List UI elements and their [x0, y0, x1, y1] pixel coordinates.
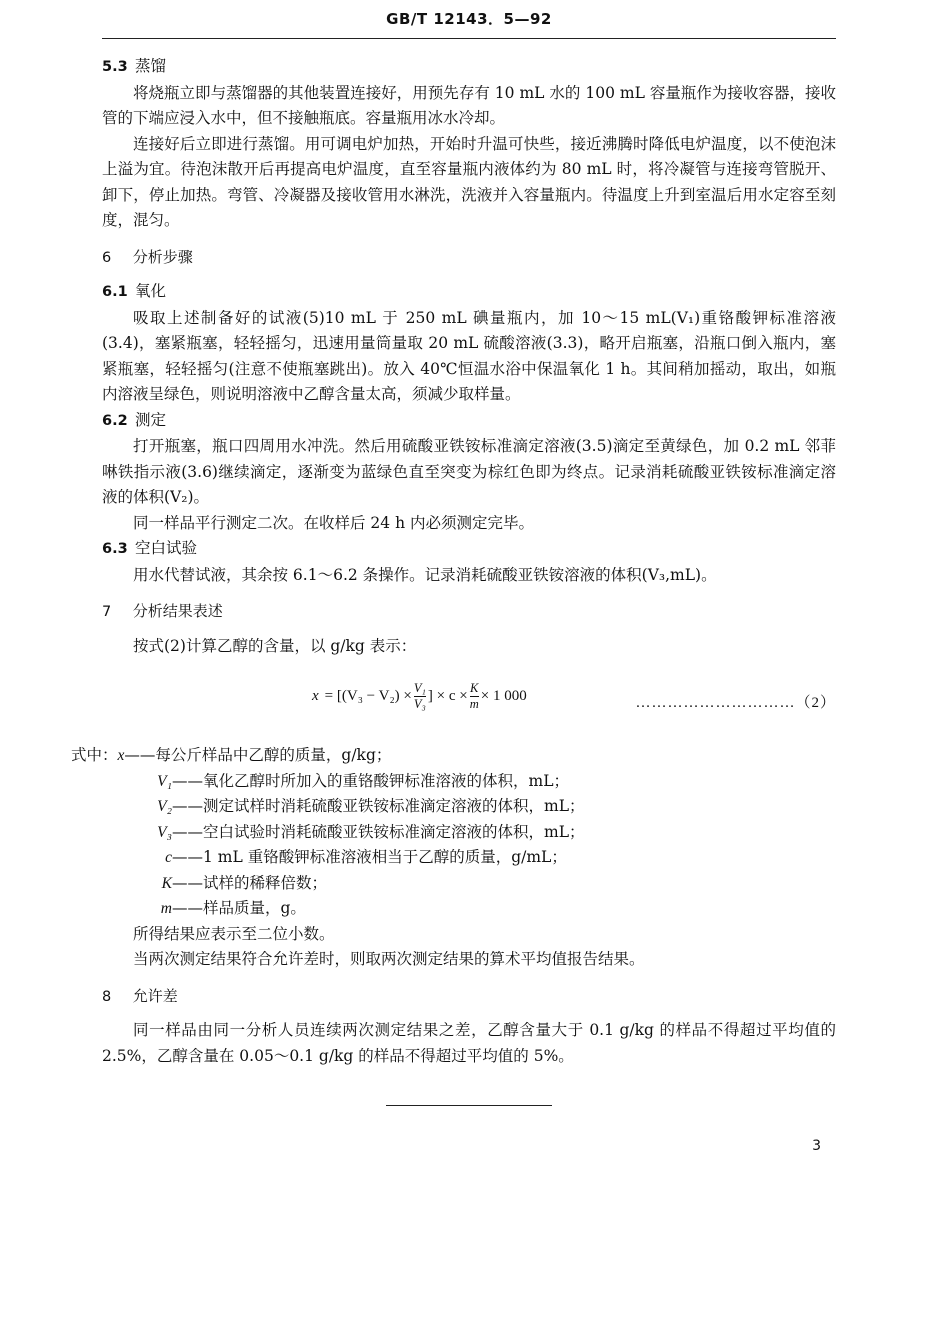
variable-symbol: V₂: [157, 798, 172, 815]
paragraph: 同一样品平行测定二次。在收样后 24 h 内必须测定完毕。: [133, 513, 534, 532]
section-number: 6.2: [102, 412, 128, 429]
variable-symbol: K: [161, 874, 172, 892]
formula-part: × 1 000: [480, 687, 527, 704]
variable-row: [102, 896, 836, 922]
variable-symbol: V₁: [157, 772, 172, 790]
variable-symbol: x: [117, 747, 125, 764]
paragraph: 将烧瓶立即与蒸馏器的其他装置连接好，用预先存有 10 mL 水的 100 mL 容量瓶作为接收容器，接收管的下端应浸入水中，但不接触瓶底。容量瓶用冰水冷却。: [102, 83, 836, 127]
paragraph: 连接好后立即进行蒸馏。用可调电炉加热，开始时升温可快些，接近沸腾时降低电炉温度，以不使泡沫上溢为宜。待泡沫散开后再提高电炉温度，直至容量瓶内液体约为 80 mL 时，将冷凝管与连接弯管脱开、卸下，停止加热。弯管、冷凝器及接收管用水淋洗，洗液并入容量瓶内。待温度上升到室温后用水定容至刻度，混匀。: [102, 134, 836, 229]
end-rule: [386, 1105, 552, 1106]
section-7-heading: [102, 599, 836, 626]
document-body: [71, 54, 852, 1069]
variable-symbol: m: [160, 900, 172, 917]
formula-2: [102, 677, 836, 723]
section-title: 分析结果表述: [132, 602, 223, 620]
section-6-2-heading: [102, 408, 836, 435]
variable-description: ——1 mL 重铬酸钾标准溶液相当于乙醇的质量，g/mL；: [172, 848, 567, 866]
variable-row: [102, 769, 836, 795]
variable-row: [102, 820, 836, 846]
paragraph: 同一样品由同一分析人员连续两次测定结果之差，乙醇含量大于 0.1 g/kg 的样品不得超过平均值的 2.5%，乙醇含量在 0.05～0.1 g/kg 的样品不得超过平均值的 5%。: [102, 1021, 836, 1065]
variable-definitions: [71, 743, 836, 922]
section-number: 7: [102, 604, 112, 620]
section-6-3-heading: [102, 536, 836, 563]
section-title: 空白试验: [134, 539, 197, 557]
section-title: 蒸馏: [134, 57, 166, 75]
header-rule: [102, 38, 836, 39]
section-number: 6.1: [102, 284, 128, 300]
section-6-1-heading: [102, 279, 836, 306]
variable-description: ——每公斤样品中乙醇的质量，g/kg；: [124, 746, 392, 764]
section-title: 氧化: [134, 282, 166, 300]
standard-header: GB/T 12143．5—92: [386, 10, 552, 28]
paragraph: 吸取上述制备好的试液(5)10 mL 于 250 mL 碘量瓶内，加 10～15 mL(V₁)重铬酸钾标准溶液(3.4)，塞紧瓶塞，轻轻摇匀，迅速用量筒量取 20 mL 硫酸溶液(3.3)，略开启瓶塞，沿瓶口倒入瓶内，塞紧瓶塞，轻轻摇匀(注意不使瓶塞跳出)。放入 40℃恒温水浴中保温氧化 1 h。其间稍加摇动，取出，如瓶内溶液呈绿色，则说明溶液中乙醇含量太高，须减少取样量。: [102, 308, 836, 403]
variable-description: ——测定试样时消耗硫酸亚铁铵标准滴定溶液的体积，mL；: [172, 797, 585, 815]
section-number: 8: [102, 988, 112, 1005]
fraction-v1-v3: [414, 681, 426, 712]
section-title: 测定: [134, 410, 166, 429]
variable-description: ——空白试验时消耗硫酸亚铁铵标准滴定溶液的体积，mL；: [172, 822, 585, 841]
section-number: 6: [102, 249, 112, 266]
section-number: 5.3: [102, 59, 128, 75]
variable-row: [71, 743, 836, 769]
section-5-3-heading: [102, 54, 836, 81]
fraction-denominator: V₃: [413, 697, 426, 711]
section-title: 允许差: [132, 986, 178, 1005]
section-6-heading: [102, 245, 836, 272]
paragraph: 所得结果应表示至二位小数。: [133, 924, 335, 943]
formula-body: [312, 681, 527, 712]
variable-row: [102, 845, 836, 871]
fraction-denominator: m: [469, 697, 479, 711]
variable-symbol: c: [165, 849, 172, 866]
fraction-numerator: V₁: [413, 681, 426, 695]
variable-symbol: V₃: [157, 823, 172, 841]
formula-lhs: x: [312, 687, 319, 704]
paragraph: 打开瓶塞，瓶口四周用水冲洗。然后用硫酸亚铁铵标准滴定溶液(3.5)滴定至黄绿色，加 0.2 mL 邻菲 啉铁指示液(3.6)继续滴定，逐渐变为蓝绿色直至突变为棕红色即为终点。记录消耗硫酸亚铁铵标准滴定溶液的体积(V₂)。: [102, 437, 852, 506]
variable-row: [102, 871, 836, 897]
fraction-numerator: K: [470, 681, 479, 695]
section-number: 6.3: [102, 541, 128, 557]
formula-part: = [(V₃ − V₂) ×: [324, 687, 412, 704]
paragraph: 当两次测定结果符合允许差时，则取两次测定结果的算术平均值报告结果。: [133, 950, 645, 968]
paragraph: 用水代替试液，其余按 6.1～6.2 条操作。记录消耗硫酸亚铁铵溶液的体积(V₃,mL)。: [133, 565, 717, 584]
section-8-heading: [102, 984, 836, 1011]
variable-description: ——氧化乙醇时所加入的重铬酸钾标准溶液的体积，mL；: [172, 771, 569, 790]
where-prefix: 式中：: [71, 746, 118, 764]
formula-part: ] × c ×: [427, 687, 468, 704]
variable-description: ——试样的稀释倍数；: [172, 873, 328, 892]
fraction-k-m: [470, 681, 479, 712]
equation-number: …………………………（2）: [635, 695, 836, 711]
section-title: 分析步骤: [132, 247, 193, 266]
variable-description: ——样品质量，g。: [172, 899, 306, 917]
page-number: 3: [812, 1138, 821, 1154]
paragraph: 按式(2)计算乙醇的含量，以 g/kg 表示：: [133, 636, 417, 655]
variable-row: [102, 794, 836, 820]
